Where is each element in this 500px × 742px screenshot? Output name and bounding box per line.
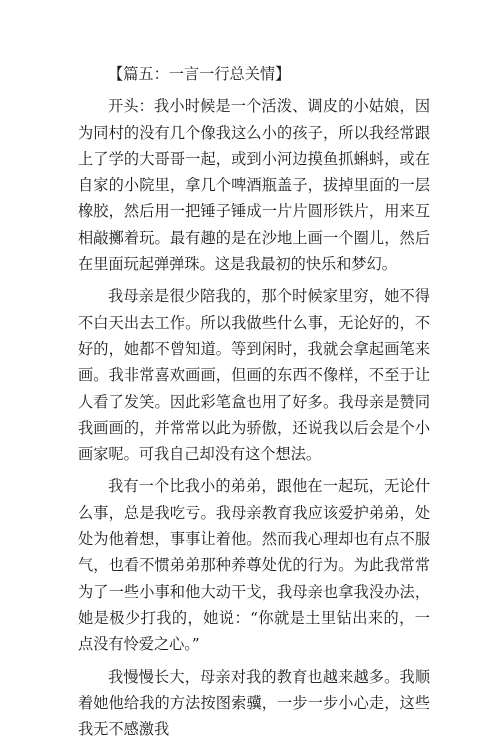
paragraph-mother-drawing: 我母亲是很少陪我的，那个时候家里穷，她不得不白天出去工作。所以我做些什么事，无论好的，不好的，她都不曾知道。等到闲时，我就会拿起画笔来画。我非常喜欢画画，但画的东西不像样，不至于让人看了发笑。因此彩笔盒也用了好多。我母亲是赞同我画画的，并常常以此为骄傲，还说我以后会是个小画家呢。可我自己却没有这个想法。 xyxy=(78,287,430,464)
section-heading: 【篇五：一言一行总关情】 xyxy=(108,65,291,83)
paragraph-growing-up: 我慢慢长大，母亲对我的教育也越来越多。我顺着她他给我的方法按图索骥，一步一步小心走，这些我无不感激我 xyxy=(78,667,430,739)
paragraph-younger-brother: 我有一个比我小的弟弟，跟他在一起玩，无论什么事，总是我吃亏。我母亲教育我应该爱护弟弟，处处为他着想，事事让着他。然而我心理却也有点不服气，也看不惯弟弟那种养尊处优的行为。为此我常常为了一些小事和他大动干戈，我母亲也拿我没办法，她是极少打我的，她说：“你就是土里钻出来的，一点没有怜爱之心。” xyxy=(78,477,430,654)
document-body xyxy=(78,61,430,742)
paragraph-opening: 开头：我小时候是一个活泼、调皮的小姑娘，因为同村的没有几个像我这么小的孩子，所以我经常跟上了学的大哥哥一起，或到小河边摸鱼抓蝌蚪，或在自家的小院里，拿几个啤酒瓶盖子，拔掉里面的一层橡胶，然后用一把锤子锤成一片片圆形铁片，用来互相敲擲着玩。最有趣的是在沙地上画一个圈儿，然后在里面玩起弹弹珠。这是我最初的快乐和梦幻。 xyxy=(78,97,430,274)
